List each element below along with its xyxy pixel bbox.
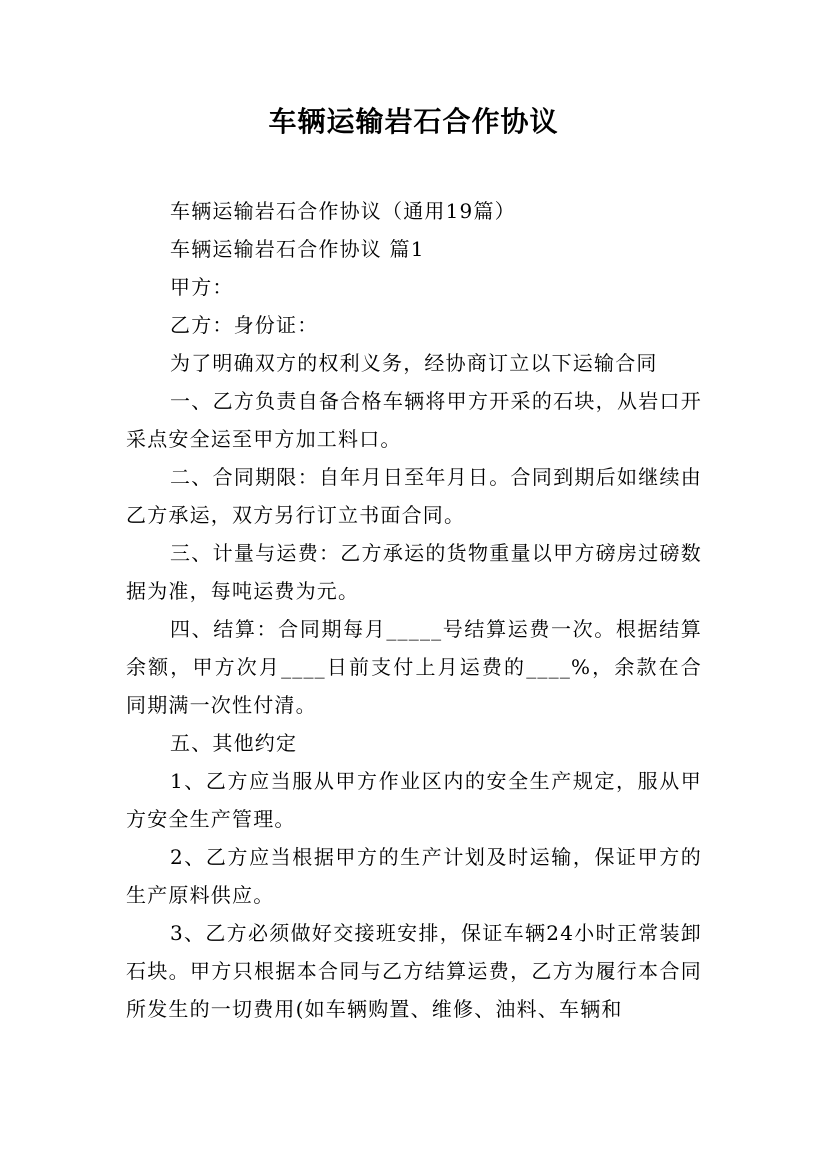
paragraph-clause-5-heading: 五、其他约定 — [170, 731, 298, 755]
paragraph-item-2: 2、乙方应当根据甲方的生产计划及时运输，保证甲方的生产原料供应。 — [126, 845, 702, 907]
paragraph-clause-4: 四、结算：合同期每月_____号结算运费一次。根据结算余额，甲方次月____日前支付上月运费的____%，余款在合同期满一次性付清。 — [126, 617, 702, 717]
paragraph-party-b: 乙方：身份证： — [170, 313, 319, 337]
document-title: 车辆运输岩石合作协议 — [268, 105, 559, 138]
paragraph-item-3: 3、乙方必须做好交接班安排，保证车辆24小时正常装卸石块。甲方只根据本合同与乙方结算运费，乙方为履行本合同所发生的一切费用(如车辆购置、维修、油料、车辆和 — [126, 921, 702, 1021]
paragraph-preamble: 为了明确双方的权利义务，经协商订立以下运输合同 — [170, 351, 658, 375]
paragraph-item-1: 1、乙方应当服从甲方作业区内的安全生产规定，服从甲方安全生产管理。 — [126, 769, 702, 831]
paragraph-clause-2: 二、合同期限：自年月日至年月日。合同到期后如继续由乙方承运，双方另行订立书面合同。 — [126, 465, 702, 527]
paragraph-clause-3: 三、计量与运费：乙方承运的货物重量以甲方磅房过磅数据为准，每吨运费为元。 — [126, 541, 702, 603]
paragraph-chapter-heading: 车辆运输岩石合作协议 篇1 — [170, 237, 425, 261]
document-body — [126, 192, 702, 1028]
paragraph-clause-1: 一、乙方负责自备合格车辆将甲方开采的石块，从岩口开采点安全运至甲方加工料口。 — [126, 389, 702, 451]
paragraph-subtitle: 车辆运输岩石合作协议（通用19篇） — [170, 199, 516, 223]
paragraph-party-a: 甲方： — [170, 275, 234, 299]
